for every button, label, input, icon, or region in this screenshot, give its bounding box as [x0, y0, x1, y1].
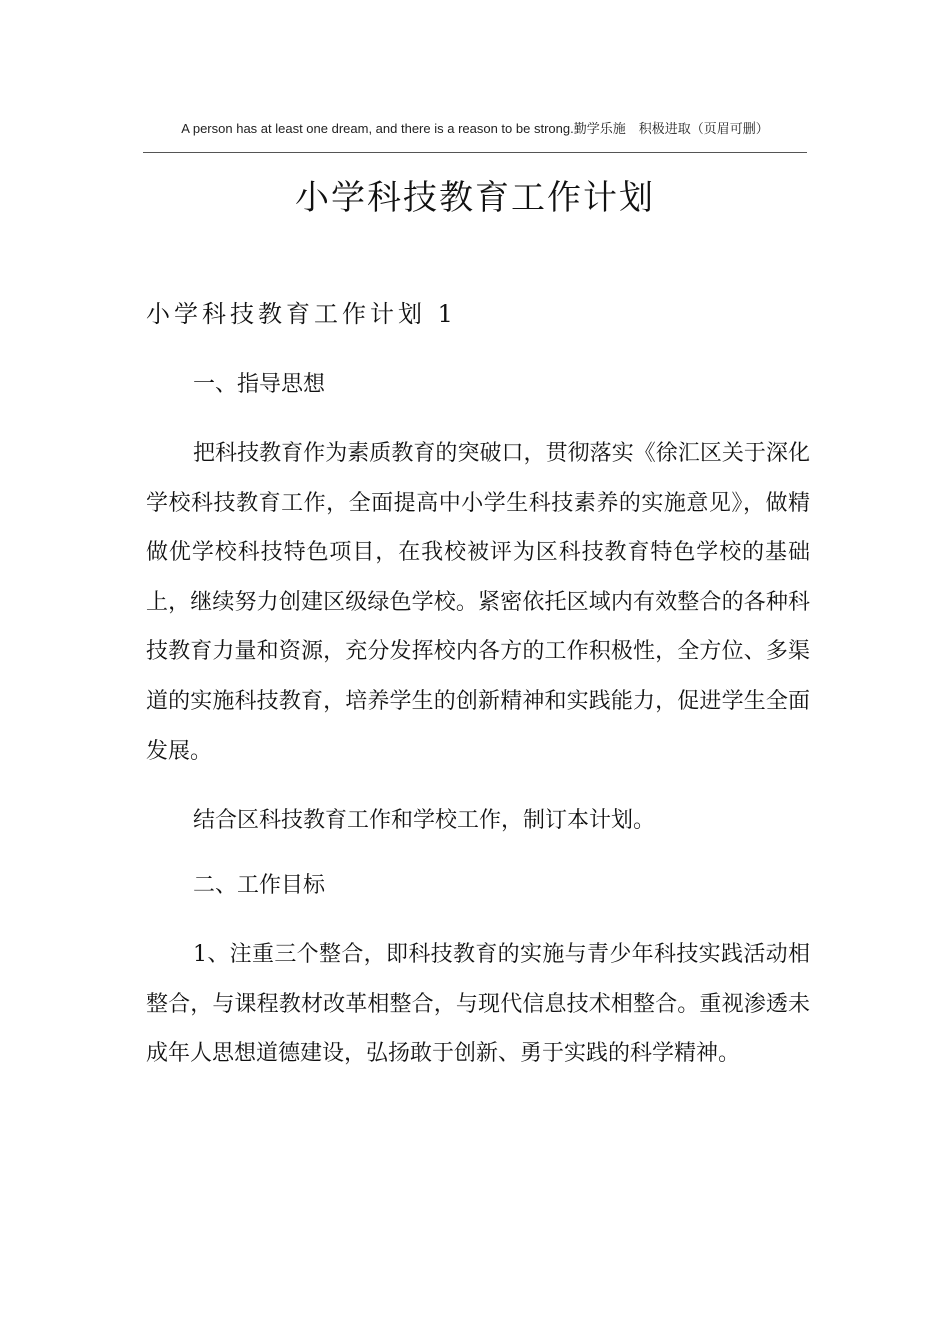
page-header: A person has at least one dream, and there is a reason to be strong.勤学乐施 积极进取（页眉可删） — [181, 121, 769, 136]
document-title: 小学科技教育工作计划 — [295, 178, 655, 218]
header-divider — [143, 152, 807, 153]
paragraph-work-goal-1: 1、注重三个整合，即科技教育的实施与青少年科技实践活动相整合，与课程教材改革相整合，与现代信息技术相整合。重视渗透未成年人思想道德建设，弘扬敢于创新、勇于实践的科学精神。 — [146, 942, 810, 1067]
document-subtitle: 小学科技教育工作计划 1 — [146, 300, 457, 328]
paragraph-guiding-ideology: 把科技教育作为素质教育的突破口，贯彻落实《徐汇区关于深化学校科技教育工作，全面提高中小学生科技素养的实施意见》，做精做优学校科技特色项目，在我校被评为区科技教育特色学校的基础上，继续努力创建区级绿色学校。紧密依托区域内有效整合的各种科技教育力量和资源，充分发挥校内各方的工作积极性，全方位、多渠道的实施科技教育，培养学生的创新精神和实践能力，促进学生全面发展。 — [146, 441, 810, 764]
paragraph-plan-basis: 结合区科技教育工作和学校工作，制订本计划。 — [193, 808, 656, 833]
section-heading-work-goals: 二、工作目标 — [193, 873, 326, 898]
section-heading-guiding-ideology: 一、指导思想 — [193, 372, 326, 397]
